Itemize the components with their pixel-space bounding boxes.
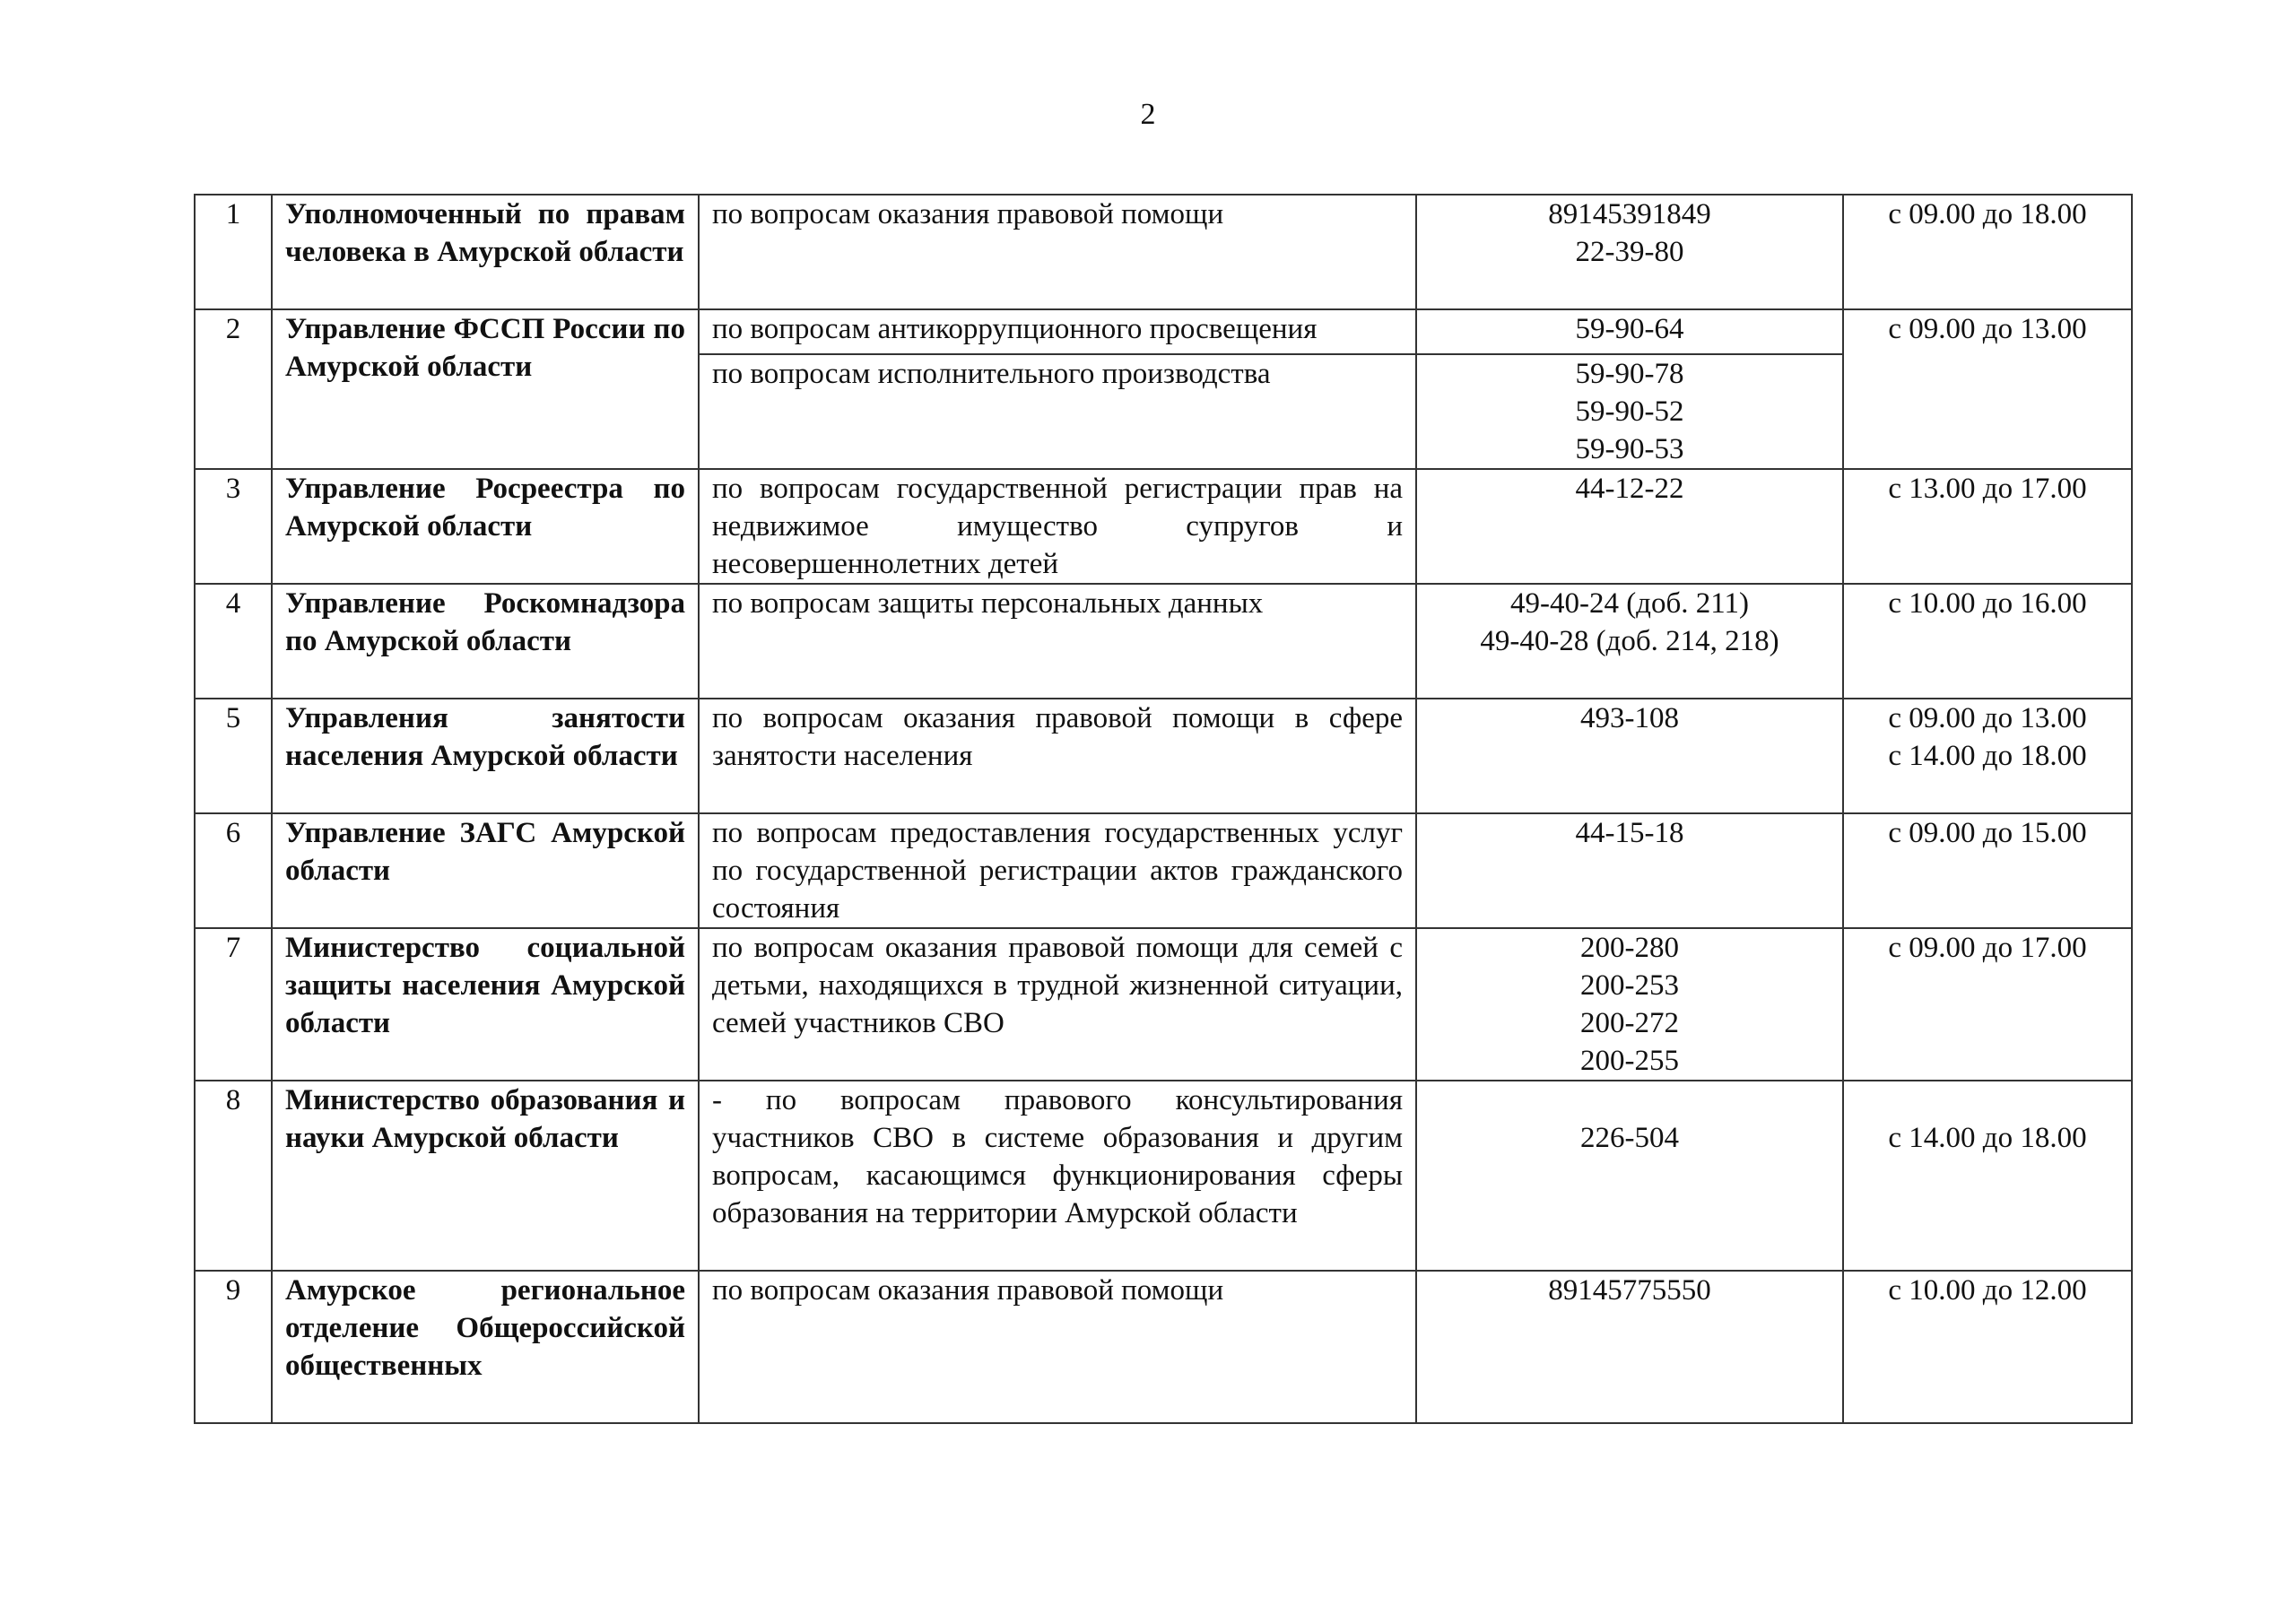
phone-cell — [1416, 813, 1843, 928]
topic-text: по вопросам государственной регистрации прав на недвижимое имущество супругов и несовершеннолетних детей — [699, 469, 1416, 584]
working-hours: с 14.00 до 18.00 — [1888, 740, 2087, 772]
phone-number: 44-15-18 — [1575, 817, 1684, 849]
table-row — [195, 1081, 2132, 1271]
phone-cell — [1416, 354, 1843, 469]
phone-cell — [1416, 1271, 1843, 1423]
hours-cell — [1843, 813, 2132, 928]
organization-name: Министерство образования и науки Амурской области — [272, 1081, 699, 1271]
row-number: 5 — [195, 699, 272, 813]
phone-cell — [1416, 928, 1843, 1081]
organization-name: Управление Роскомнадзора по Амурской области — [272, 584, 699, 699]
hours-cell — [1843, 469, 2132, 584]
hours-cell — [1843, 1081, 2132, 1271]
page-number: 2 — [1140, 98, 1156, 131]
working-hours: с 09.00 до 13.00 — [1888, 702, 2087, 734]
table-row — [195, 584, 2132, 699]
row-number: 1 — [195, 195, 272, 309]
working-hours: с 09.00 до 18.00 — [1888, 198, 2087, 230]
phone-number: 22-39-80 — [1575, 236, 1684, 268]
hours-cell — [1843, 584, 2132, 699]
organization-name: Управления занятости населения Амурской области — [272, 699, 699, 813]
table-row — [195, 813, 2132, 928]
phone-number: 44-12-22 — [1575, 473, 1684, 505]
table-row — [195, 309, 2132, 354]
topic-text: по вопросам оказания правовой помощи — [699, 195, 1416, 309]
organization-name: Управление Росреестра по Амурской области — [272, 469, 699, 584]
row-number: 6 — [195, 813, 272, 928]
organization-name: Управление ФССП России по Амурской области — [272, 309, 699, 469]
working-hours: с 13.00 до 17.00 — [1888, 473, 2087, 505]
phone-number: 200-253 — [1580, 969, 1679, 1002]
organization-name: Министерство социальной защиты населения Амурской области — [272, 928, 699, 1081]
table-row — [195, 928, 2132, 1081]
phone-number: 59-90-64 — [1575, 313, 1684, 345]
phone-number: 200-272 — [1580, 1007, 1679, 1039]
phone-cell — [1416, 309, 1843, 354]
phone-number: 226-504 — [1580, 1122, 1679, 1154]
organization-name: Уполномоченный по правам человека в Амурской области — [272, 195, 699, 309]
hours-cell — [1843, 699, 2132, 813]
working-hours: с 09.00 до 13.00 — [1888, 313, 2087, 345]
working-hours: с 10.00 до 12.00 — [1888, 1274, 2087, 1307]
topic-text: - по вопросам правового консультирования участников СВО в системе образования и другим вопросам, касающимся функционирования сферы образования на территории Амурской области — [699, 1081, 1416, 1271]
phone-number: 59-90-53 — [1575, 433, 1684, 465]
phone-number: 49-40-28 (доб. 214, 218) — [1480, 625, 1779, 657]
topic-text: по вопросам исполнительного производства — [699, 354, 1416, 469]
row-number: 4 — [195, 584, 272, 699]
row-number: 2 — [195, 309, 272, 469]
topic-text: по вопросам оказания правовой помощи в сфере занятости населения — [699, 699, 1416, 813]
phone-cell — [1416, 584, 1843, 699]
topic-text: по вопросам защиты персональных данных — [699, 584, 1416, 699]
hours-cell — [1843, 195, 2132, 309]
working-hours: с 14.00 до 18.00 — [1888, 1122, 2087, 1154]
row-number: 8 — [195, 1081, 272, 1271]
hours-cell — [1843, 1271, 2132, 1423]
row-number: 3 — [195, 469, 272, 584]
hours-cell — [1843, 309, 2132, 469]
organization-name: Управление ЗАГС Амурской области — [272, 813, 699, 928]
phone-cell — [1416, 469, 1843, 584]
topic-text: по вопросам предоставления государственных услуг по государственной регистрации актов гражданского состояния — [699, 813, 1416, 928]
topic-text: по вопросам антикоррупционного просвещения — [699, 309, 1416, 354]
topic-text: по вопросам оказания правовой помощи — [699, 1271, 1416, 1423]
hours-cell — [1843, 928, 2132, 1081]
phone-number: 59-90-78 — [1575, 358, 1684, 390]
row-number: 9 — [195, 1271, 272, 1423]
organization-name: Амурское региональное отделение Общероссийской общественных — [272, 1271, 699, 1423]
phone-cell — [1416, 195, 1843, 309]
phone-cell — [1416, 1081, 1843, 1271]
phone-number: 200-280 — [1580, 932, 1679, 964]
row-number: 7 — [195, 928, 272, 1081]
table-row — [195, 1271, 2132, 1423]
table-row — [195, 195, 2132, 309]
phone-number: 89145775550 — [1548, 1274, 1711, 1307]
phone-number: 200-255 — [1580, 1045, 1679, 1077]
phone-number: 59-90-52 — [1575, 395, 1684, 428]
working-hours: с 09.00 до 15.00 — [1888, 817, 2087, 849]
table-row — [195, 469, 2132, 584]
phone-number: 89145391849 — [1548, 198, 1711, 230]
phone-number: 493-108 — [1580, 702, 1679, 734]
working-hours: с 10.00 до 16.00 — [1888, 587, 2087, 620]
phone-cell — [1416, 699, 1843, 813]
phone-number: 49-40-24 (доб. 211) — [1509, 587, 1750, 620]
table-row — [195, 699, 2132, 813]
contacts-table — [194, 194, 2133, 1424]
working-hours: с 09.00 до 17.00 — [1888, 932, 2087, 964]
topic-text: по вопросам оказания правовой помощи для семей с детьми, находящихся в трудной жизненной ситуации, семей участников СВО — [699, 928, 1416, 1081]
